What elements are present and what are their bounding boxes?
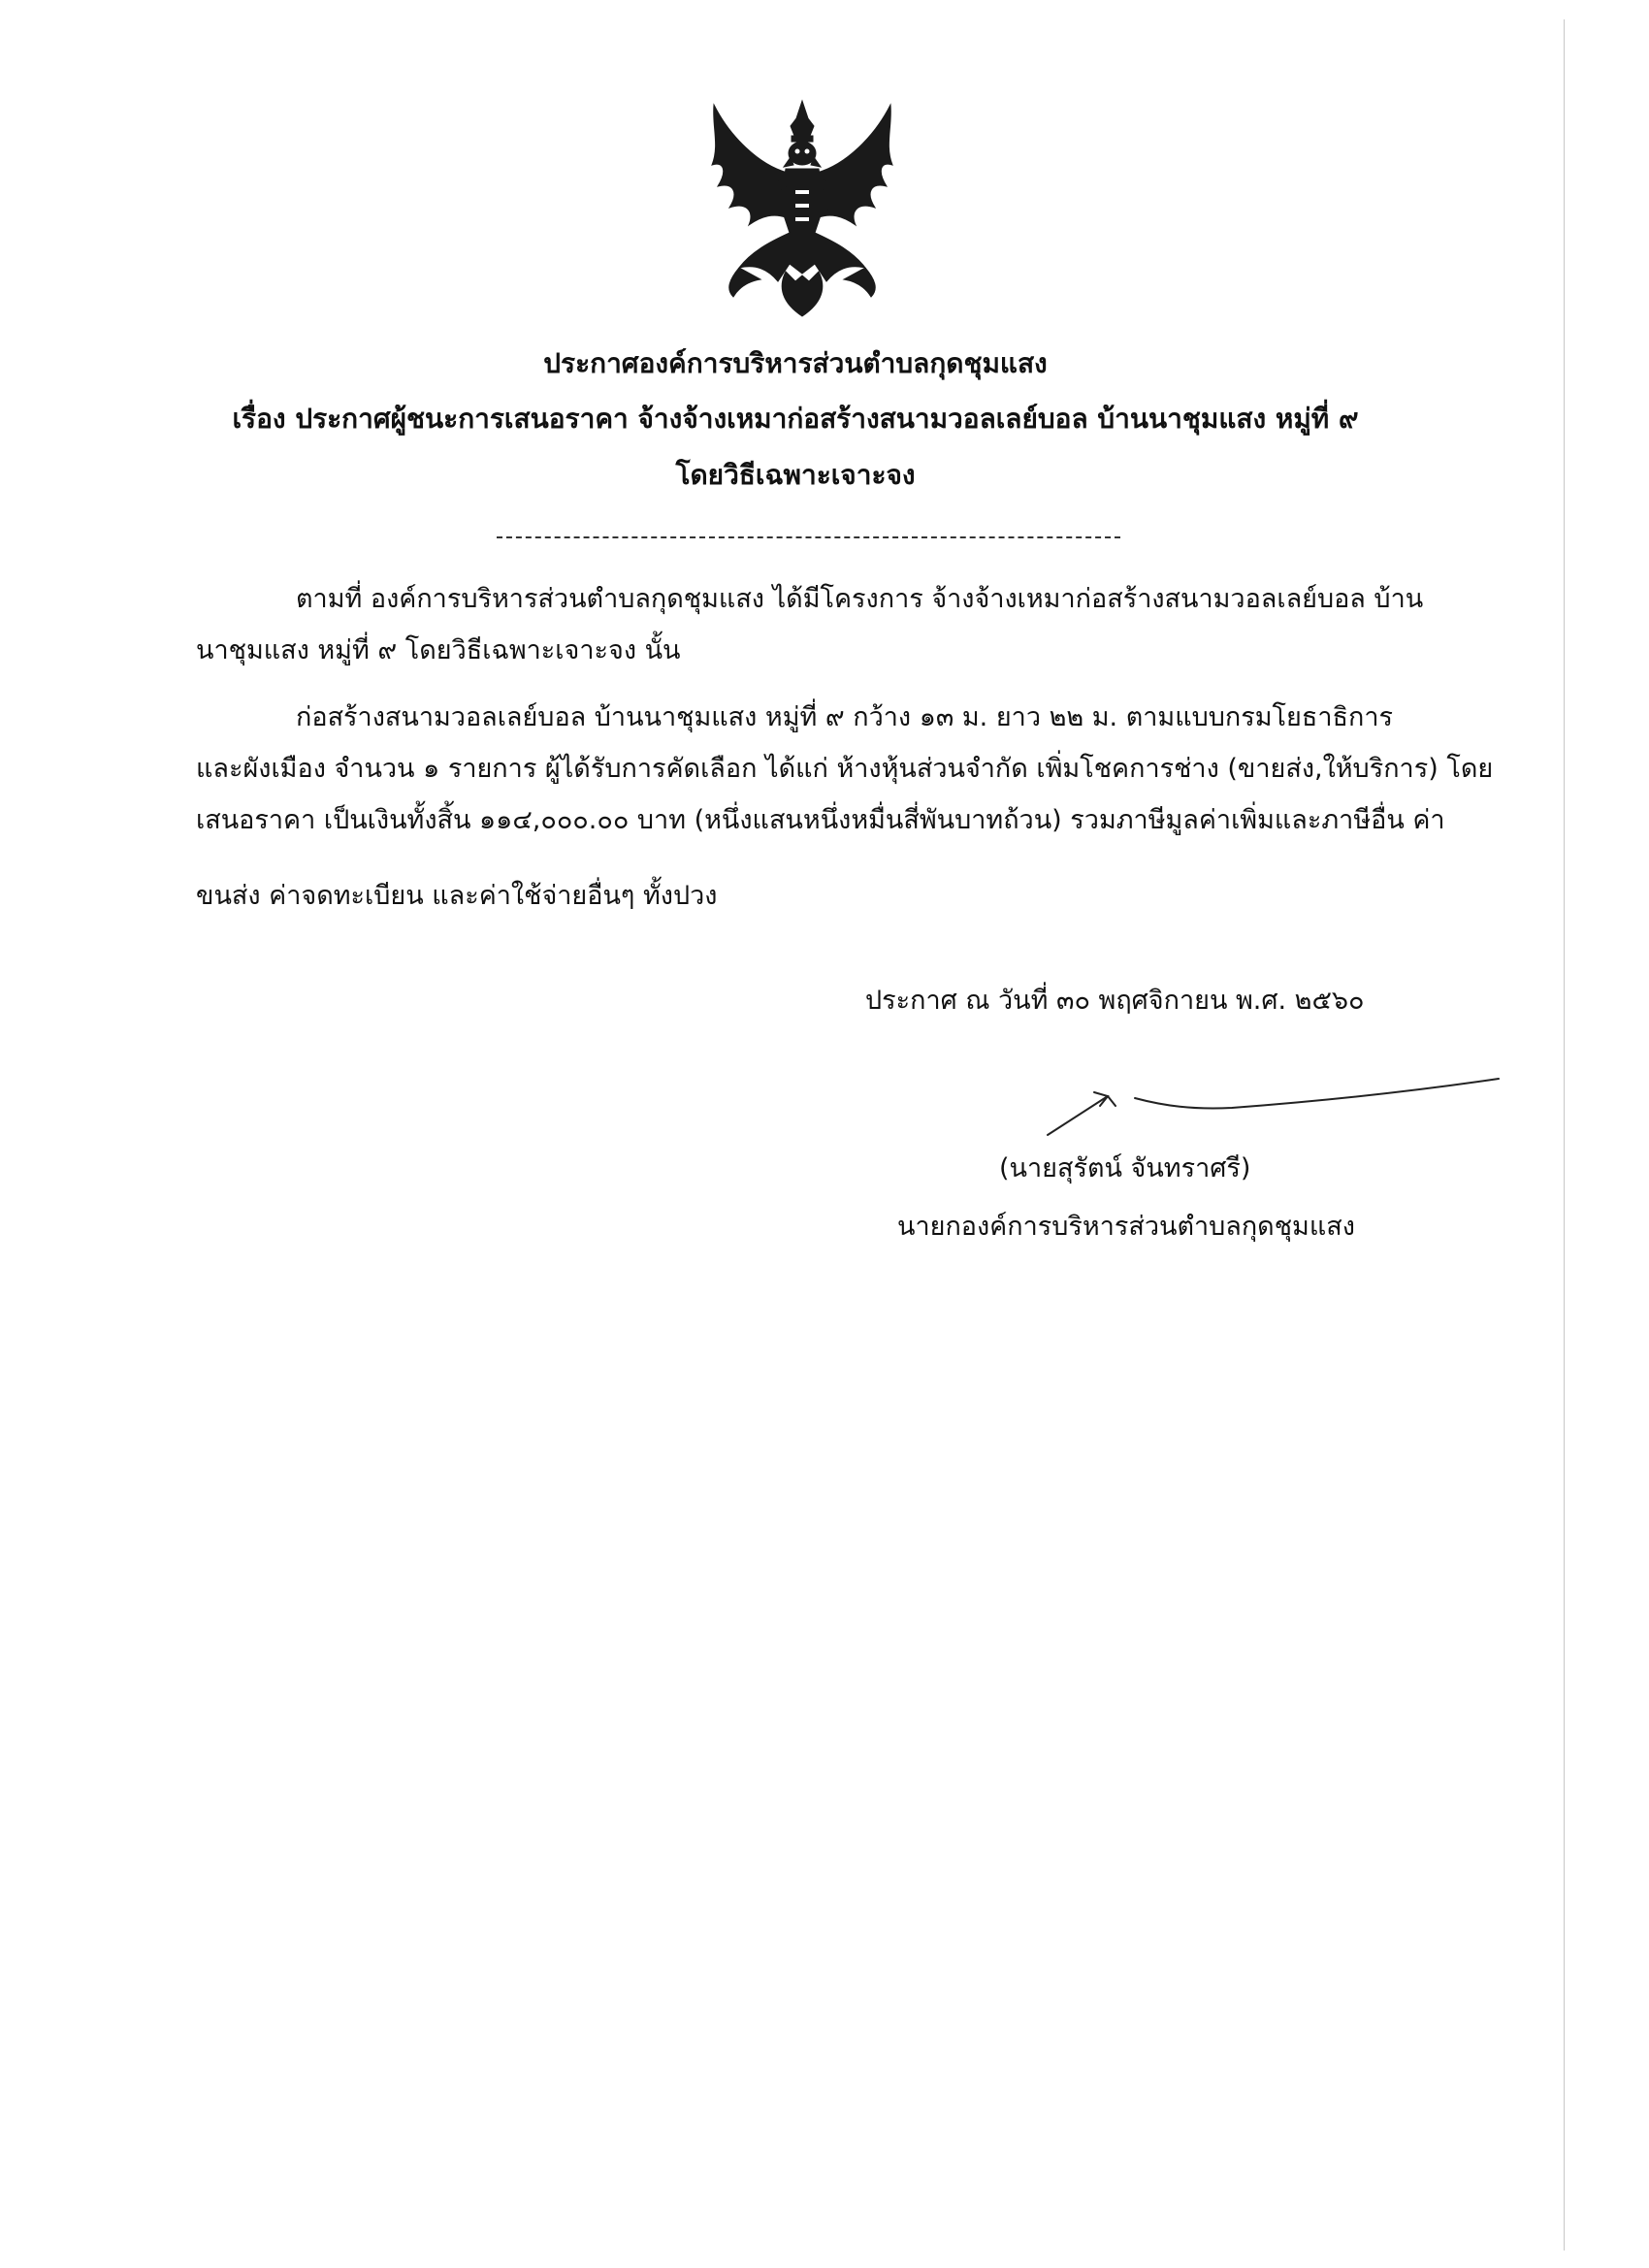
paragraph-2-line-1: ก่อสร้างสนามวอลเลย์บอล บ้านนาชุมแสง หมู่ที่ ๙ กว้าง ๑๓ ม. ยาว ๒๒ ม. ตามแบบกรมโยธาธิการ (296, 702, 1393, 732)
announcement-subject: เรื่อง ประกาศผู้ชนะการเสนอราคา จ้างจ้างเหมาก่อสร้างสนามวอลเลย์บอล บ้านนาชุมแสง หมู่ที่ ๙ (232, 403, 1359, 435)
paragraph-2-line-3: เสนอราคา เป็นเงินทั้งสิ้น ๑๑๔,๐๐๐.๐๐ บาท (หนึ่งแสนหนึ่งหมื่นสี่พันบาทถ้วน) รวมภาษีมูลค่าเพิ่มและภาษีอื่น ค่า (196, 805, 1445, 835)
paragraph-1-line-2: นาชุมแสง หมู่ที่ ๙ โดยวิธีเฉพาะเจาะจง นั้น (196, 635, 681, 665)
handwritten-signature (1038, 1067, 1504, 1145)
paragraph-2-line-2: และผังเมือง จำนวน ๑ รายการ ผู้ได้รับการคัดเลือก ได้แก่ ห้างหุ้นส่วนจำกัด เพิ่มโชคการช่าง (ขายส่ง,ให้บริการ) โดย (196, 754, 1494, 784)
announcement-method: โดยวิธีเฉพาะเจาะจง (675, 459, 916, 491)
announcement-date: ประกาศ ณ วันที่ ๓๐ พฤศจิกายน พ.ศ. ๒๕๖๐ (865, 986, 1365, 1016)
separator-line (497, 536, 1120, 538)
signer-position: นายกองค์การบริหารส่วนตำบลกุดชุมแสง (897, 1212, 1355, 1242)
paragraph-2-line-4: ขนส่ง ค่าจดทะเบียน และค่าใช้จ่ายอื่นๆ ทั้งปวง (196, 881, 718, 911)
signer-name: (นายสุรัตน์ จันทราศรี) (999, 1153, 1251, 1183)
garuda-emblem-icon (700, 97, 904, 320)
announcement-title: ประกาศองค์การบริหารส่วนตำบลกุดชุมแสง (543, 347, 1048, 379)
paragraph-1-line-1: ตามที่ องค์การบริหารส่วนตำบลกุดชุมแสง ได้มีโครงการ จ้างจ้างเหมาก่อสร้างสนามวอลเลย์บอล บ้าน (296, 584, 1424, 614)
